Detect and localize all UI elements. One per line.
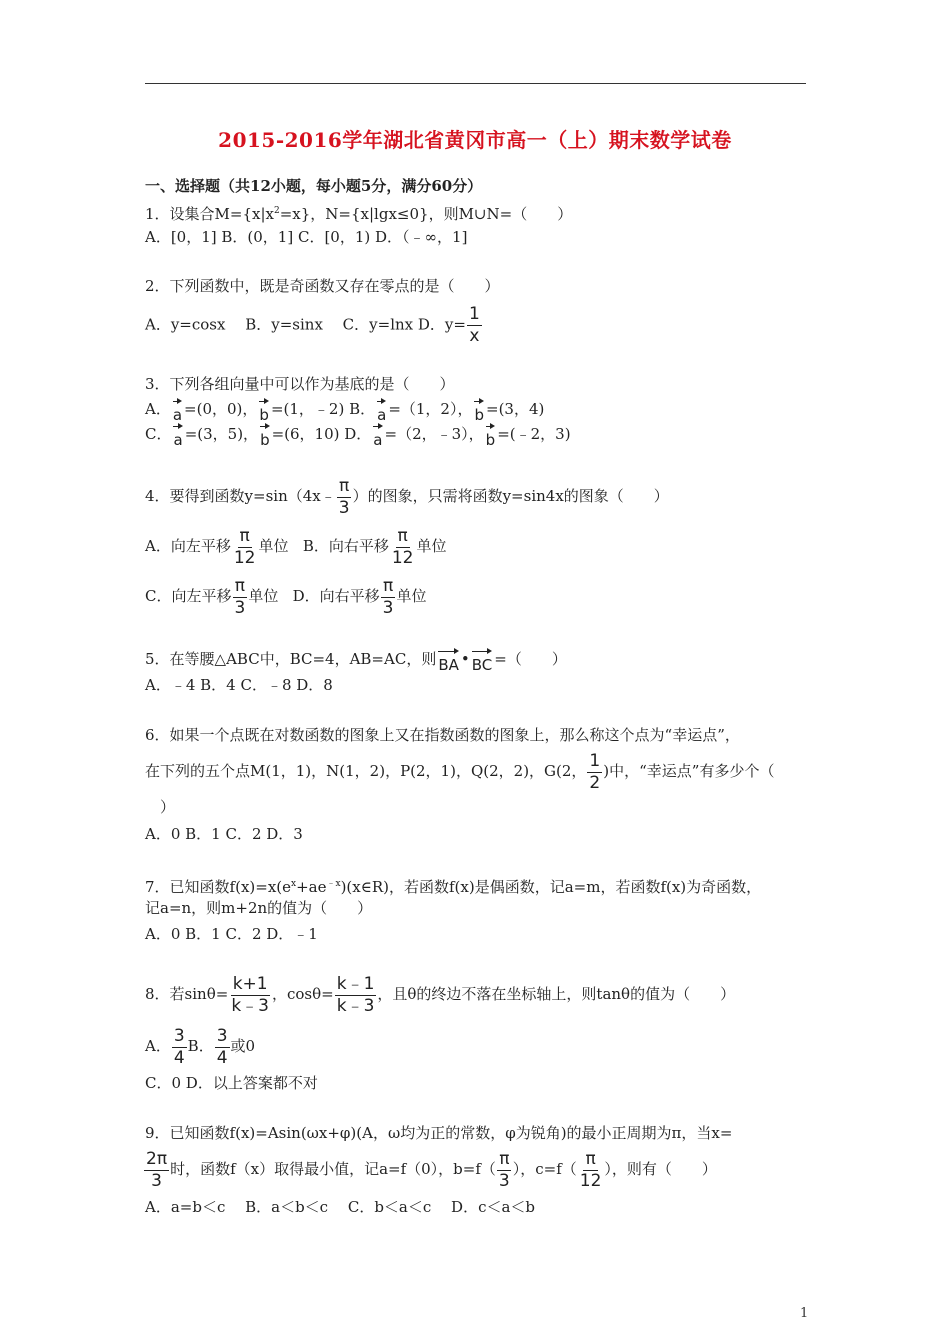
question-7-options: A．0 B．1 C．2 D．﹣1 [145,925,318,943]
question-5: 5．在等腰△ABC中，BC=4，AB=AC，则 BA • BC =（ ） [145,650,567,674]
vector-ba: BA [438,649,459,675]
page-title: 2015-2016学年湖北省黄冈市高一（上）期末数学试卷 [218,128,732,152]
fraction-three-quarters: $\frac{3}{4}$ [173,1025,185,1068]
vector-b: b [486,424,496,450]
question-9-line1: 9．已知函数f(x)=Asin(ωx+φ)(A，ω均为正的常数，φ为锐角)的最小正周期为π，当x= [145,1124,733,1142]
fraction-one-half: $\frac{1}{2}$ [589,750,601,793]
question-4: 4．要得到函数y=sin（4x﹣ $\frac{\pi}{3}$ ）的图象，只需将函数y=sin4x的图象（ ） [145,475,669,518]
vector-b: b [259,399,269,425]
question-9-line2: $\frac{2\pi}{3}$ 时，函数f（x）取得最小值，记a=f（0），b=f（ $\frac{\pi}{3}$ ），c=f（ $\frac{\pi}{12}$ ），则有（ ） [146,1148,717,1191]
vector-a: a [173,424,182,450]
question-2: 2．下列函数中，既是奇函数又存在零点的是（ ） [145,277,500,295]
question-6-line2: 在下列的五个点M(1，1)，N(1，2)，P(2，1)，Q(2，2)，G(2， $\frac{1}{2}$ )中，“幸运点”有多少个（ [145,750,775,793]
question-1: 1．设集合$M=\{x|x^2=x\}$，N={x|lgx≤0}，则M∪N=（ ） [145,205,573,223]
question-2-options: A．y=cosx B．y=sinx C．y=lnx D．y= $\frac{1}{x}$ [145,304,480,346]
question-3: 3．下列各组向量中可以作为基底的是（ ） [145,375,455,393]
question-7-line1: 7．已知函数$f(x)=x(e^x+ae^{﹣x})(x\in R)$，若函数f(x)是偶函数，记a=m，若函数f(x)为奇函数， [145,878,762,896]
question-8: 8．若sinθ= $\frac{k+1}{k﹣3}$ ，cosθ= $\frac{k﹣1}{k﹣3}$ ，且θ的终边不落在坐标轴上，则tanθ的值为（ ） [145,973,736,1016]
question-6-options: A．0 B．1 C．2 D．3 [145,825,303,843]
question-3-options-row1: A． a =(0，0)， b =(1，﹣2) B． a =（1，2）， b =(3，4) [145,400,545,424]
fraction-sin: $\frac{k+1}{k﹣3}$ [231,973,269,1016]
fraction-pi-over-12: $\frac{\pi}{12}$ [391,525,414,568]
question-6-line3: ） [160,798,176,816]
header-rule [145,83,806,84]
question-9-options: A．a=b＜c B．a＜b＜c C．b＜a＜c D．c＜a＜b [145,1198,536,1216]
question-4-options-row1: A．向左平移 $\frac{\pi}{12}$ 单位 B．向右平移 $\frac{\pi}{12}$ 单位 [145,525,447,568]
question-4-options-row2: C．向左平移 $\frac{\pi}{3}$ 单位 D．向右平移 $\frac{\pi}{3}$ 单位 [145,575,427,618]
fraction-pi-over-3: $\frac{\pi}{3}$ [382,575,394,618]
fraction-pi-over-12: $\frac{\pi}{12}$ [233,525,256,568]
question-6-line1: 6．如果一个点既在对数函数的图象上又在指数函数的图象上，那么称这个点为“幸运点”， [145,726,740,744]
vector-b: b [474,399,484,425]
section-heading: 一、选择题（共12小题，每小题5分，满分60分） [145,177,483,195]
fraction-pi-over-12: $\frac{\pi}{12}$ [579,1148,602,1191]
fraction-pi-over-3: $\frac{\pi}{3}$ [498,1148,510,1191]
vector-a: a [377,399,386,425]
question-7-line2: 记a=n，则m+2n的值为（ ） [145,899,373,917]
question-8-options-row2: C．0 D．以上答案都不对 [145,1074,318,1092]
fraction-pi-over-3: $\frac{\pi}{3}$ [338,475,350,518]
page-number: 1 [800,1306,809,1321]
question-3-options-row2: C． a =(3，5)， b =(6，10) D． a =（2，﹣3）， b =(﹣2，3) [145,425,571,449]
fraction-three-quarters: $\frac{3}{4}$ [216,1025,228,1068]
question-8-options-row1: A． $\frac{3}{4}$ B． $\frac{3}{4}$ 或0 [145,1025,256,1068]
vector-a: a [373,424,382,450]
fraction-two-pi-over-3: $\frac{2\pi}{3}$ [146,1148,168,1191]
question-5-options: A．﹣4 B．4 C．﹣8 D．8 [145,676,333,694]
fraction-cos: $\frac{k﹣1}{k﹣3}$ [336,973,375,1016]
vector-bc: BC [472,649,493,675]
vector-a: a [173,399,182,425]
question-1-options: A．[0，1] B．(0，1] C．[0，1) D．（﹣∞，1] [145,228,468,246]
vector-b: b [260,424,270,450]
fraction-one-over-x: $\frac{1}{x}$ [468,304,480,346]
fraction-pi-over-3: $\frac{\pi}{3}$ [234,575,246,618]
